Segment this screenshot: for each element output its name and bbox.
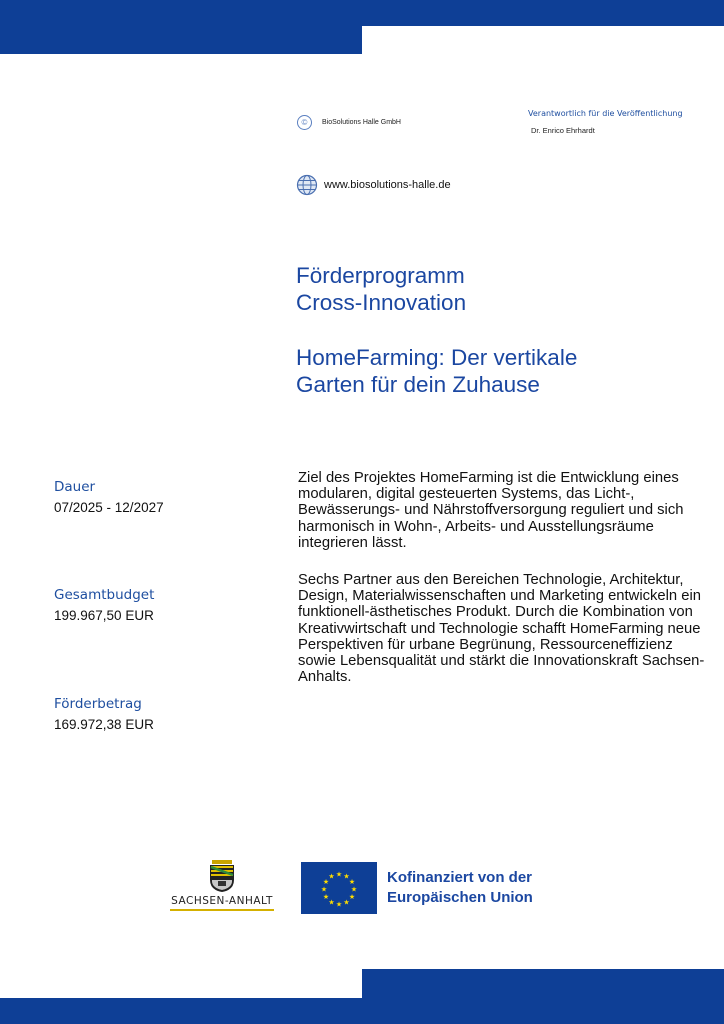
state-underline — [170, 909, 274, 911]
eu-text-line2: Europäischen Union — [387, 889, 533, 906]
eu-text-line1: Kofinanziert von der — [387, 869, 533, 886]
bottom-decor-bar-right — [362, 969, 724, 1024]
svg-text:★: ★ — [343, 872, 350, 881]
description-paragraph-2: Sechs Partner aus den Bereichen Technologie, Architektur, Design, Materialwissenschaften und Marketing entwickeln ein funktionell-ästhetisches Produkt. Durch die Kombination von Kreativwirtschaft und Technologie schafft HomeFarming neue Perspektiven für urbane Begrünung, Ressourceneffizienz sowie Lebensqualität und stärkt die Innovationskraft Sachsen-Anhalts. — [298, 572, 705, 686]
state-name: SACHSEN-ANHALT — [171, 895, 273, 907]
svg-text:★: ★ — [322, 878, 330, 886]
globe-icon — [296, 174, 318, 196]
top-decor-bar-left — [0, 0, 362, 54]
duration-label: Dauer — [54, 479, 96, 495]
svg-text:★: ★ — [320, 885, 328, 894]
funding-value: 169.972,38 EUR — [54, 717, 154, 732]
company-name: BioSolutions Halle GmbH — [322, 119, 401, 126]
copyright-icon: © — [297, 115, 312, 130]
budget-value: 199.967,50 EUR — [54, 608, 154, 623]
project-title — [296, 344, 577, 398]
website-link[interactable]: www.biosolutions-halle.de — [324, 179, 451, 191]
svg-text:★: ★ — [348, 878, 356, 886]
coat-of-arms-icon — [208, 860, 236, 892]
svg-text:★: ★ — [343, 898, 350, 907]
responsible-label: Verantwortlich für die Veröffentlichung — [528, 109, 683, 118]
svg-text:★: ★ — [348, 893, 356, 901]
funding-label: Förderbetrag — [54, 696, 142, 712]
responsible-name: Dr. Enrico Ehrhardt — [531, 126, 595, 135]
svg-text:★: ★ — [335, 900, 343, 909]
eu-cofunding-logo — [301, 862, 533, 914]
svg-text:★: ★ — [322, 893, 330, 901]
project-title-line1: HomeFarming: Der vertikale — [296, 345, 578, 370]
sachsen-anhalt-logo — [166, 860, 278, 914]
svg-text:★: ★ — [350, 885, 358, 894]
copyright-notice — [297, 115, 401, 130]
project-title-line2: Garten für dein Zuhause — [296, 372, 540, 397]
top-decor-bar-right — [362, 0, 724, 26]
svg-text:★: ★ — [328, 898, 335, 907]
svg-text:★: ★ — [328, 872, 335, 881]
program-title — [296, 262, 466, 316]
svg-text:★: ★ — [335, 870, 343, 879]
eu-flag-icon — [301, 862, 377, 914]
budget-label: Gesamtbudget — [54, 587, 155, 603]
program-title-line1: Förderprogramm — [296, 263, 465, 288]
bottom-decor-bar-left — [0, 998, 362, 1024]
description-paragraph-1: Ziel des Projektes HomeFarming ist die Entwicklung eines modularen, digital gesteuerten Systems, das Licht-, Bewässerungs- und Nährstoffversorgung reguliert und sich harmonisch in Wohn-, Arbeits- und Ausstellungsräume integrieren lässt. — [298, 470, 684, 551]
program-title-line2: Cross-Innovation — [296, 290, 467, 315]
duration-value: 07/2025 - 12/2027 — [54, 500, 164, 515]
website-line — [296, 174, 451, 196]
